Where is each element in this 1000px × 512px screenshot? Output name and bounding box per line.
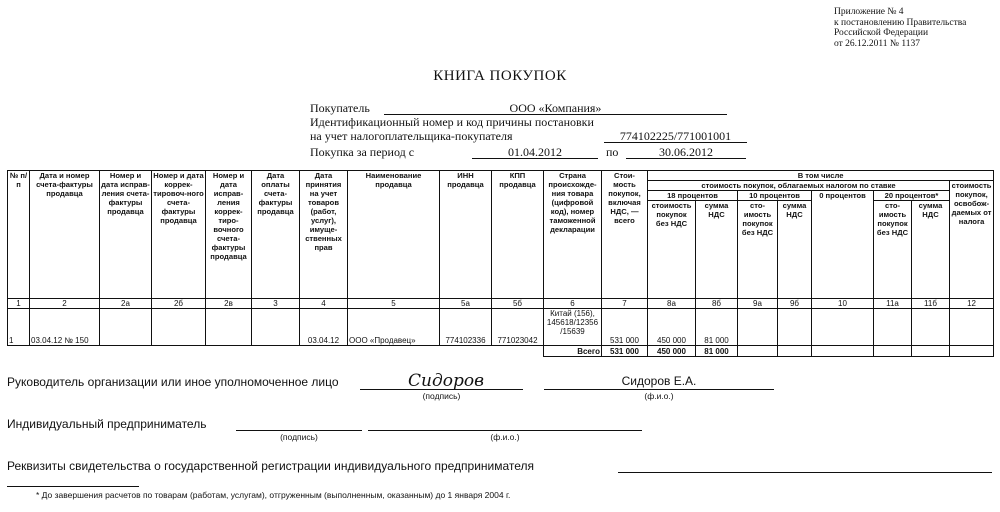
period-from-value: 01.04.2012 (508, 145, 562, 159)
row-adjustment (152, 309, 206, 346)
appendix-line-3: Российской Федерации (834, 28, 929, 38)
column-number: 9б (778, 299, 812, 309)
totals-label: Всего (544, 346, 602, 357)
entrepreneur-sign-underline (236, 430, 362, 431)
signature-text: Сидоров (408, 371, 484, 391)
totals-row (8, 346, 994, 357)
row-kpp: 771023042 (492, 309, 544, 346)
totals-total: 531 000 (602, 346, 648, 357)
row-total: 531 000 (602, 309, 648, 346)
col-header-invoice: Дата и номер счета-фактуры продавца (30, 171, 100, 299)
row-inn: 774102336 (440, 309, 492, 346)
col-header-total-cost: Стои-мость покупок, включая НДС, — всего (602, 171, 648, 299)
col-header-base-20: сто-имость покупок без НДС (874, 201, 912, 299)
row-base-20 (874, 309, 912, 346)
row-number: 1 (8, 309, 30, 346)
table-row (8, 309, 994, 346)
col-header-exempt: стоимость покупок, освобож-даемых от налога (950, 181, 994, 299)
column-number: 2а (100, 299, 152, 309)
appendix-line-4: от 26.12.2011 № 1137 (834, 38, 921, 49)
col-header-including: В том числе (648, 171, 994, 181)
row-vat-10 (778, 309, 812, 346)
footnote: * До завершения расчетов по товарам (работам, услугам), отгруженным (выполненным, оказанным) до 1 января 2004 г. (36, 490, 511, 500)
col-header-rate-10: 10 процентов (738, 191, 812, 201)
col-header-base-18: стоимость покупок без НДС (648, 201, 696, 299)
purchase-book-table (7, 170, 994, 357)
document-title: КНИГА ПОКУПОК (433, 68, 567, 84)
col-header-seller: Наименование продавца (348, 171, 440, 299)
period-to-value: 30.06.2012 (659, 145, 713, 159)
entrepreneur-name-caption: (ф.и.о.) (490, 432, 520, 442)
column-number: 12 (950, 299, 994, 309)
column-number: 8а (648, 299, 696, 309)
head-sign-underline (360, 389, 523, 390)
col-header-correction: Номер и дата исправ-ления счета-фактуры продавца (100, 171, 152, 299)
head-name-underline (544, 389, 774, 390)
column-number: 9а (738, 299, 778, 309)
head-sign-caption: (подпись) (422, 391, 461, 401)
appendix-note (834, 7, 966, 49)
buyer-value: ООО «Компания» (509, 101, 602, 115)
col-header-vat-18: сумма НДС (696, 201, 738, 299)
row-exempt (950, 309, 994, 346)
column-number: 11а (874, 299, 912, 309)
column-number: 6 (544, 299, 602, 309)
entrepreneur-label: Индивидуальный предприниматель (7, 417, 207, 431)
col-header-adjustment: Номер и дата коррек-тировоч-ного счета-фактуры продавца (152, 171, 206, 299)
column-number: 11б (912, 299, 950, 309)
column-number: 7 (602, 299, 648, 309)
row-correction (100, 309, 152, 346)
appendix-line-1: Приложение № 4 (834, 7, 904, 17)
column-number: 3 (252, 299, 300, 309)
row-vat-20 (912, 309, 950, 346)
column-number: 2в (206, 299, 252, 309)
col-header-kpp: КПП продавца (492, 171, 544, 299)
row-adjustment-correction (206, 309, 252, 346)
col-header-inn: ИНН продавца (440, 171, 492, 299)
totals-base-18: 450 000 (648, 346, 696, 357)
inn-kpp-value: 774102225/771001001 (619, 129, 732, 143)
footnote-divider (7, 486, 139, 487)
appendix-line-2: к постановлению Правительства (834, 17, 967, 28)
col-header-payment-date: Дата оплаты счета-фактуры продавца (252, 171, 300, 299)
head-name-caption: (ф.и.о.) (644, 391, 674, 401)
column-number: 5 (348, 299, 440, 309)
col-header-vat-10: сумма НДС (778, 201, 812, 299)
col-header-adjustment-correction: Номер и дата исправ-ления коррек-тиро-вочного счета-фактуры продавца (206, 171, 252, 299)
col-header-taxed-group: стоимость покупок, облагаемых налогом по ставке (648, 181, 950, 191)
column-number: 4 (300, 299, 348, 309)
column-number: 2 (30, 299, 100, 309)
row-base-10 (738, 309, 778, 346)
row-accept-date: 03.04.12 (300, 309, 348, 346)
column-number-row (8, 299, 994, 309)
col-header-rate-20: 20 процентов* (874, 191, 950, 201)
period-label: Покупка за период с (310, 145, 415, 159)
column-number: 1 (8, 299, 30, 309)
column-number: 5б (492, 299, 544, 309)
row-country: Китай (156), 145618/12356 /15639 (544, 309, 602, 346)
head-name-value: Сидоров Е.А. (621, 374, 697, 388)
column-number: 8б (696, 299, 738, 309)
registration-cert-underline (618, 472, 992, 473)
column-number: 5а (440, 299, 492, 309)
col-header-vat-20: сумма НДС (912, 201, 950, 299)
row-invoice: 03.04.12 № 150 (30, 309, 100, 346)
row-payment-date (252, 309, 300, 346)
period-to-label: по (606, 145, 619, 159)
row-seller: ООО «Продавец» (348, 309, 440, 346)
row-vat-18: 81 000 (696, 309, 738, 346)
col-header-rate-18: 18 процентов (648, 191, 738, 201)
buyer-label: Покупатель (310, 101, 370, 115)
col-header-country: Страна происхожде-ния товара (цифровой код), номер таможенной декларации (544, 171, 602, 299)
inn-label-line2: на учет налогоплательщика-покупателя (310, 129, 513, 143)
column-number: 2б (152, 299, 206, 309)
head-signatory-label: Руководитель организации или иное уполномоченное лицо (7, 375, 339, 389)
col-header-number: № п/п (8, 171, 30, 299)
inn-label-line1: Идентификационный номер и код причины постановки (310, 115, 594, 129)
entrepreneur-name-underline (368, 430, 642, 431)
row-base-18: 450 000 (648, 309, 696, 346)
col-header-accept-date: Дата принятия на учет товаров (работ, услуг), имуще-ственных прав (300, 171, 348, 299)
totals-vat-18: 81 000 (696, 346, 738, 357)
row-rate-0 (812, 309, 874, 346)
column-number: 10 (812, 299, 874, 309)
col-header-rate-0: 0 процентов (812, 191, 874, 299)
registration-cert-label: Реквизиты свидетельства о государственной регистрации индивидуального предпринимателя (7, 459, 535, 473)
entrepreneur-sign-caption: (подпись) (280, 432, 318, 442)
col-header-base-10: сто-имость покупок без НДС (738, 201, 778, 299)
